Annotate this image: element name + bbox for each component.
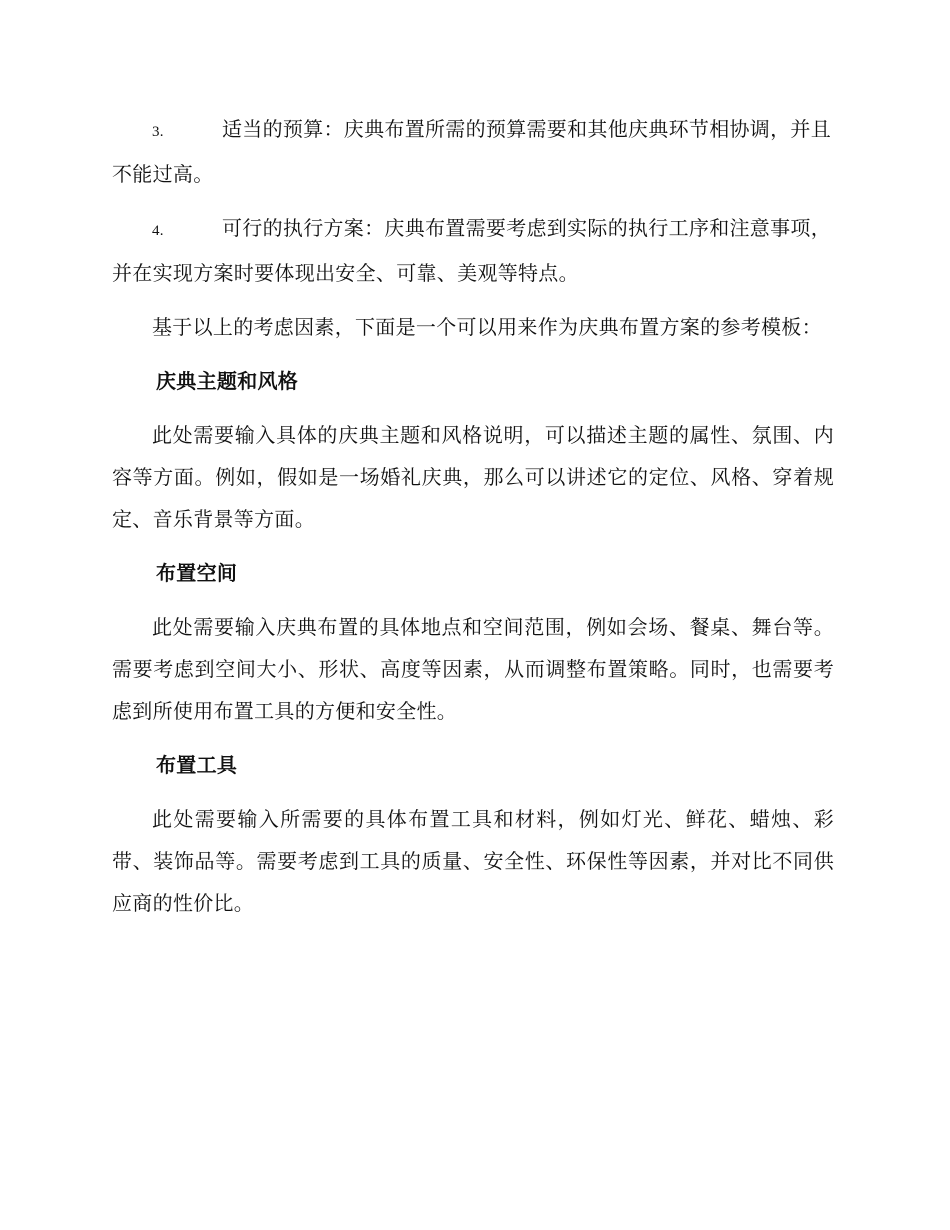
section-heading-space: 布置空间 [156,561,238,585]
section-body-theme-style: 此处需要输入具体的庆典主题和风格说明，可以描述主题的属性、氛围、内容等方面。例如，假如是一场婚礼庆典，那么可以讲述它的定位、风格、穿着规定、音乐背景等方面。 [112,423,834,531]
list-number: 4. [152,223,164,239]
section-body-space: 此处需要输入庆典布置的具体地点和空间范围，例如会场、餐桌、舞台等。需要考虑到空间大小、形状、高度等因素，从而调整布置策略。同时，也需要考虑到所使用布置工具的方便和安全性。 [112,615,834,723]
section-body-tools: 此处需要输入所需要的具体布置工具和材料，例如灯光、鲜花、蜡烛、彩带、装饰品等。需要考虑到工具的质量、安全性、环保性等因素，并对比不同供应商的性价比。 [112,807,834,915]
section-heading-theme-style: 庆典主题和风格 [156,369,299,393]
intro-paragraph: 基于以上的考虑因素，下面是一个可以用来作为庆典布置方案的参考模板： [152,315,822,339]
list-item-text: 可行的执行方案：庆典布置需要考虑到实际的执行工序和注意事项，并在实现方案时要体现出安全、可靠、美观等特点。 [112,216,831,285]
list-number: 3. [152,124,164,140]
list-item-execution-plan [112,207,834,294]
section-heading-tools: 布置工具 [156,753,238,777]
list-item-text: 适当的预算：庆典布置所需的预算需要和其他庆典环节相协调，并且不能过高。 [112,117,831,186]
document-body [112,108,834,936]
list-item-budget [112,108,834,195]
